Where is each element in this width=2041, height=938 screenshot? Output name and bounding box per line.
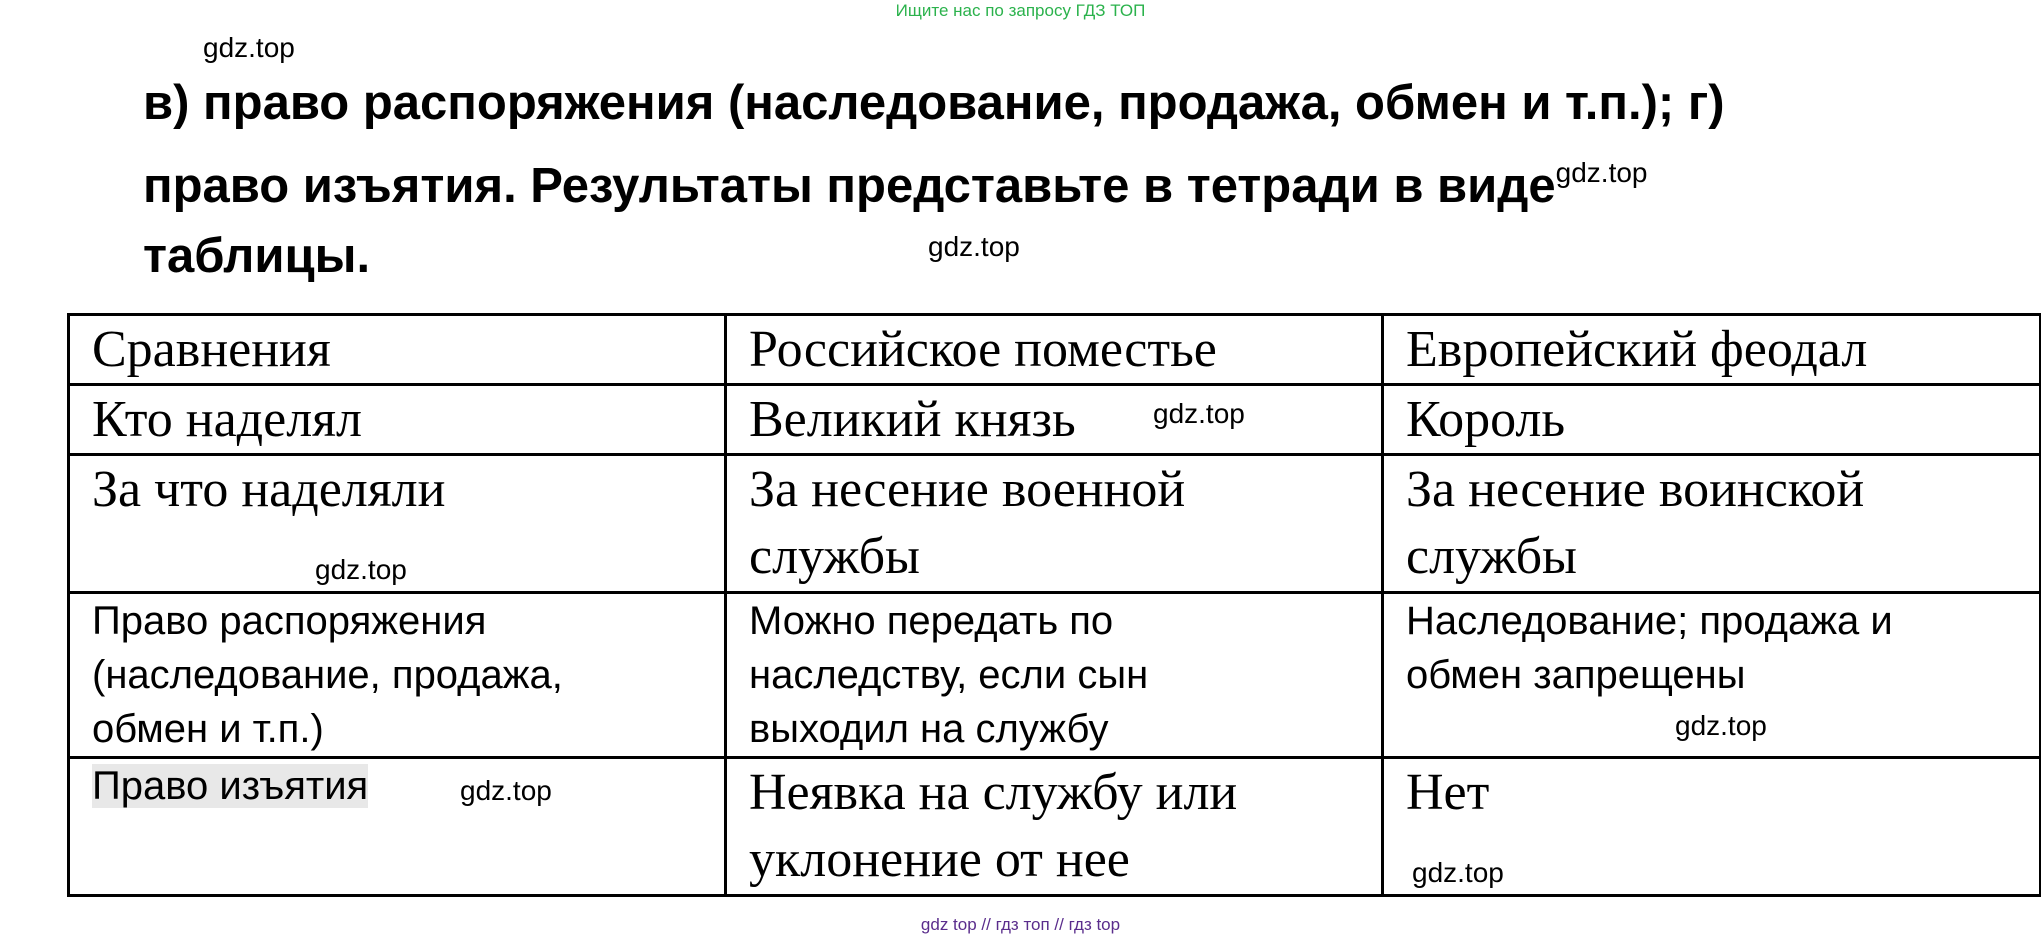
highlighted-cell-text: Право изъятия <box>92 764 369 808</box>
table-cell: Неявка на службу или уклонение от нее <box>726 758 1383 896</box>
task-line-3: таблицы. <box>143 229 371 283</box>
comparison-table <box>67 313 2041 897</box>
table-cell <box>726 385 1383 455</box>
task-text <box>143 68 2003 291</box>
task-line-1: в) право распоряжения (наследование, продажа, обмен и т.п.); г) <box>143 76 1725 130</box>
table-cell <box>1383 758 2041 896</box>
cell-text: Король <box>1406 391 1566 448</box>
watermark: gdz.top <box>1555 157 1648 188</box>
table-row <box>69 758 2041 896</box>
header-cell: Европейский феодал <box>1383 315 2041 385</box>
watermark: gdz.top <box>315 554 407 585</box>
watermark: gdz.top <box>928 231 1020 262</box>
watermark: gdz.top <box>1153 398 1245 429</box>
table-header-row <box>69 315 2041 385</box>
table-cell: Можно передать по наследству, если сын выходил на службу <box>726 593 1383 758</box>
cell-text: За что наделяли <box>92 461 446 518</box>
table-cell <box>1383 593 2041 758</box>
table-cell: За несение военной службы <box>726 455 1383 593</box>
task-line-2-text: право изъятия. Результаты представьте в тетради в виде <box>143 159 1556 213</box>
watermark: gdz.top <box>203 32 295 63</box>
table-cell <box>69 455 726 593</box>
cell-text: Великий князь <box>749 391 1076 448</box>
table-cell <box>69 758 726 896</box>
table-cell <box>1383 385 2041 455</box>
footer-links: gdz top // гдз топ // гдз top <box>920 915 1121 934</box>
table-row <box>69 385 2041 455</box>
table-cell <box>69 385 726 455</box>
cell-text: Нет <box>1406 764 1490 821</box>
search-banner: Ищите нас по запросу ГДЗ ТОП <box>895 1 1146 20</box>
cell-text: Наследование; продажа и обмен запрещены <box>1406 599 1893 697</box>
table-row <box>69 593 2041 758</box>
table-cell: За несение воинской службы <box>1383 455 2041 593</box>
watermark: gdz.top <box>1675 710 1767 741</box>
header-cell: Российское поместье <box>726 315 1383 385</box>
cell-text: Кто наделял <box>92 391 363 448</box>
task-line-2 <box>143 138 2003 221</box>
watermark: gdz.top <box>460 775 552 806</box>
table-cell: Право распоряжения (наследование, продажа, обмен и т.п.) <box>69 593 726 758</box>
table-row <box>69 455 2041 593</box>
header-cell: Сравнения <box>69 315 726 385</box>
watermark: gdz.top <box>1412 857 1504 888</box>
